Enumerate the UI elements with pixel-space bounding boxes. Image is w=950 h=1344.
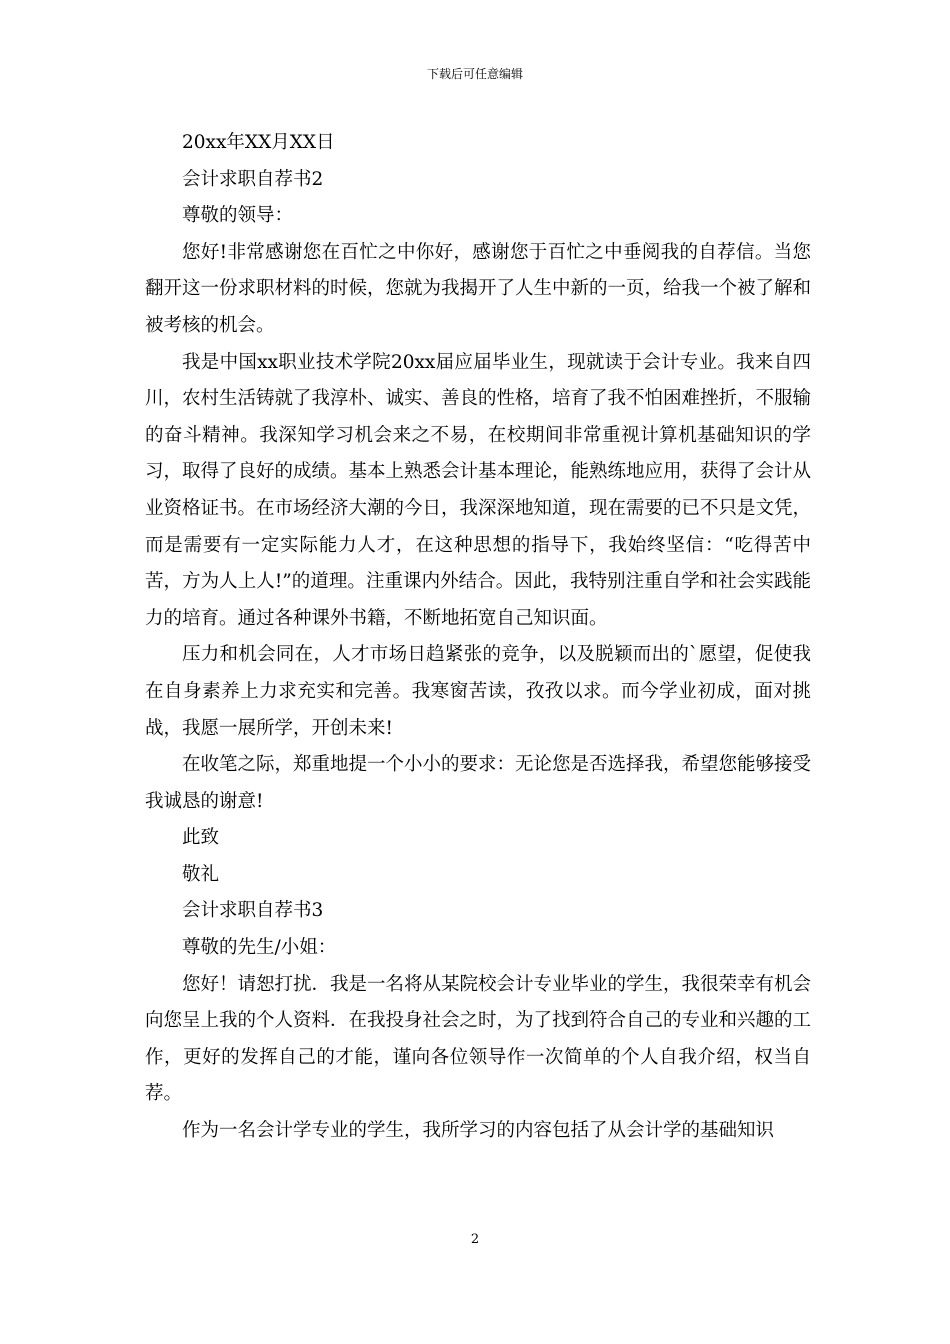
body-paragraph: 在收笔之际，郑重地提一个小小的要求：无论您是否选择我，希望您能够接受我诚恳的谢意! (145, 754, 812, 812)
page-number: 2 (470, 1232, 480, 1247)
salutation-3: 尊敬的先生/小姐： (182, 937, 337, 959)
date-line: 20xx年XX月XX日 (182, 132, 335, 153)
closing-regards: 敬礼 (182, 863, 220, 885)
body-paragraph: 我是中国xx职业技术学院20xx届应届毕业生，现就读于会计专业。我来自四川，农村生活铸就了我淳朴、诚实、善良的性格，培育了我不怕困难挫折，不服输的奋斗精神。我深知学习机会来之不易，在校期间非常重视计算机基础知识的学习，取得了良好的成绩。基本上熟悉会计基本理论，能熟练地应用，获得了会计从业资格证书。在市场经济大潮的今日，我深深地知道，现在需要的已不只是文凭，而是需要有一定实际能力人才，在这种思想的指导下，我始终坚信：“吃得苦中苦，方为人上人!”的道理。注重课内外结合。因此，我特别注重自学和社会实践能力的培育。通过各种课外书籍，不断地拓宽自己知识面。 (145, 351, 812, 629)
document-body (145, 125, 811, 1150)
section-title-3: 会计求职自荐书3 (182, 900, 324, 922)
salutation-2: 尊敬的领导： (182, 205, 294, 227)
closing-line: 此致 (182, 827, 220, 849)
body-paragraph: 您好！请恕打扰．我是一名将从某院校会计专业毕业的学生，我很荣幸有机会向您呈上我的个人资料．在我投身社会之时，为了找到符合自己的专业和兴趣的工作，更好的发挥自己的才能，谨向各位领导作一次简单的个人自我介绍，权当自荐。 (145, 973, 812, 1105)
body-paragraph: 您好!非常感谢您在百忙之中你好，感谢您于百忙之中垂阅我的自荐信。当您翻开这一份求职材料的时候，您就为我揭开了人生中新的一页，给我一个被了解和被考核的机会。 (145, 241, 812, 336)
page-header: 下载后可任意编辑 (426, 67, 523, 81)
body-paragraph: 压力和机会同在，人才市场日趋紧张的竞争，以及脱颖而出的`愿望，促使我在自身素养上力求充实和完善。我寒窗苦读，孜孜以求。而今学业初成，面对挑战，我愿一展所学，开创未来! (145, 644, 811, 739)
section-title-2: 会计求职自荐书2 (182, 168, 324, 190)
body-paragraph: 作为一名会计学专业的学生，我所学习的内容包括了从会计学的基础知识 (182, 1120, 775, 1142)
